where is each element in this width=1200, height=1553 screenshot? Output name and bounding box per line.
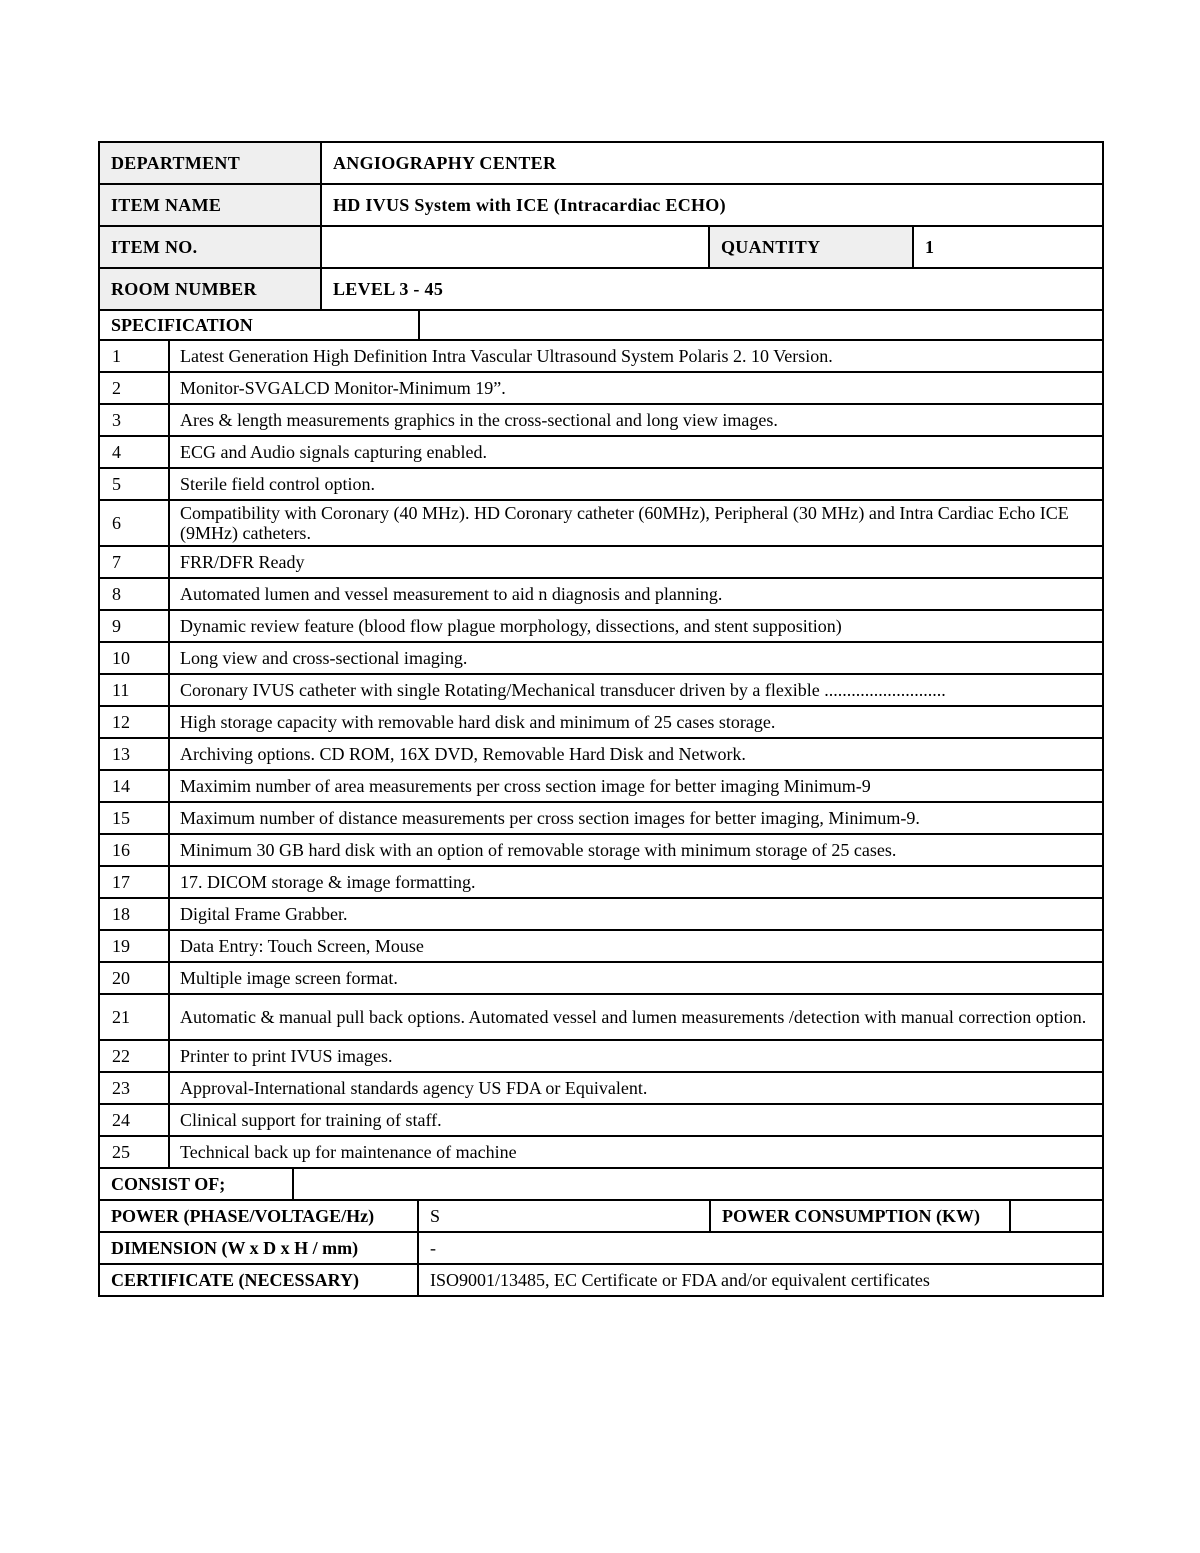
specification-heading-row (99, 310, 1103, 340)
spec-text: Data Entry: Touch Screen, Mouse (169, 930, 1103, 962)
department-label: DEPARTMENT (99, 142, 321, 184)
footer-table (98, 1167, 1104, 1297)
spec-row (99, 642, 1103, 674)
spec-row (99, 372, 1103, 404)
room-number-row (99, 268, 1103, 310)
spec-row (99, 340, 1103, 372)
spec-text: Digital Frame Grabber. (169, 898, 1103, 930)
spec-number: 19 (99, 930, 169, 962)
spec-row (99, 546, 1103, 578)
spec-number: 12 (99, 706, 169, 738)
spec-row (99, 898, 1103, 930)
spec-number: 6 (99, 500, 169, 546)
spec-number: 17 (99, 866, 169, 898)
header-table (98, 141, 1104, 311)
spec-row (99, 610, 1103, 642)
dimension-row (99, 1232, 1103, 1264)
spec-number: 7 (99, 546, 169, 578)
certificate-value: ISO9001/13485, EC Certificate or FDA and/or equivalent certificates (418, 1264, 1103, 1296)
spec-number: 16 (99, 834, 169, 866)
spec-text: Monitor-SVGALCD Monitor-Minimum 19”. (169, 372, 1103, 404)
spec-text: Archiving options. CD ROM, 16X DVD, Removable Hard Disk and Network. (169, 738, 1103, 770)
spec-number: 4 (99, 436, 169, 468)
spec-text: ECG and Audio signals capturing enabled. (169, 436, 1103, 468)
spec-text: Technical back up for maintenance of machine (169, 1136, 1103, 1168)
spec-text: Multiple image screen format. (169, 962, 1103, 994)
spec-row (99, 866, 1103, 898)
room-number-value: LEVEL 3 - 45 (321, 268, 1103, 310)
room-number-label: ROOM NUMBER (99, 268, 321, 310)
spec-row (99, 738, 1103, 770)
power-consumption-value (1010, 1200, 1103, 1232)
spec-number: 10 (99, 642, 169, 674)
power-consumption-label: POWER CONSUMPTION (KW) (710, 1200, 1010, 1232)
spec-text: Approval-International standards agency US FDA or Equivalent. (169, 1072, 1103, 1104)
spec-number: 21 (99, 994, 169, 1040)
spec-text: Ares & length measurements graphics in the cross-sectional and long view images. (169, 404, 1103, 436)
spec-text: Automated lumen and vessel measurement to aid n diagnosis and planning. (169, 578, 1103, 610)
spec-number: 13 (99, 738, 169, 770)
spec-row (99, 834, 1103, 866)
item-no-row (99, 226, 1103, 268)
spec-text: High storage capacity with removable hard disk and minimum of 25 cases storage. (169, 706, 1103, 738)
spec-row (99, 1136, 1103, 1168)
spec-text: Coronary IVUS catheter with single Rotating/Mechanical transducer driven by a flexible ........................... (169, 674, 1103, 706)
quantity-value: 1 (913, 226, 1103, 268)
spec-number: 9 (99, 610, 169, 642)
spec-text: Dynamic review feature (blood flow plague morphology, dissections, and stent supposition) (169, 610, 1103, 642)
spec-text: Clinical support for training of staff. (169, 1104, 1103, 1136)
spec-number: 25 (99, 1136, 169, 1168)
dimension-label: DIMENSION (W x D x H / mm) (99, 1232, 418, 1264)
spec-text: Long view and cross-sectional imaging. (169, 642, 1103, 674)
consist-of-label: CONSIST OF; (99, 1168, 293, 1200)
spec-text: FRR/DFR Ready (169, 546, 1103, 578)
spec-text: Printer to print IVUS images. (169, 1040, 1103, 1072)
spec-row (99, 994, 1103, 1040)
spec-number: 20 (99, 962, 169, 994)
spec-text: Sterile field control option. (169, 468, 1103, 500)
spec-row (99, 500, 1103, 546)
spec-row (99, 468, 1103, 500)
spec-row (99, 578, 1103, 610)
specification-items (99, 340, 1103, 1168)
spec-text: Automatic & manual pull back options. Automated vessel and lumen measurements /detection with manual correction option. (169, 994, 1103, 1040)
consist-of-row (99, 1168, 1103, 1200)
quantity-label: QUANTITY (709, 226, 913, 268)
spec-number: 3 (99, 404, 169, 436)
spec-number: 23 (99, 1072, 169, 1104)
spec-number: 15 (99, 802, 169, 834)
spec-text: 17. DICOM storage & image formatting. (169, 866, 1103, 898)
spec-row (99, 706, 1103, 738)
spec-row (99, 404, 1103, 436)
spec-row (99, 962, 1103, 994)
spec-number: 24 (99, 1104, 169, 1136)
spec-number: 14 (99, 770, 169, 802)
certificate-label: CERTIFICATE (NECESSARY) (99, 1264, 418, 1296)
spec-number: 11 (99, 674, 169, 706)
department-row (99, 142, 1103, 184)
specification-table (98, 309, 1104, 1169)
spec-number: 18 (99, 898, 169, 930)
spec-row (99, 930, 1103, 962)
spec-text: Minimum 30 GB hard disk with an option of removable storage with minimum storage of 25 cases. (169, 834, 1103, 866)
spec-row (99, 436, 1103, 468)
spec-text: Compatibility with Coronary (40 MHz). HD Coronary catheter (60MHz), Peripheral (30 MHz) and Intra Cardiac Echo ICE (9MHz) catheters. (169, 500, 1103, 546)
spec-row (99, 1040, 1103, 1072)
item-name-row (99, 184, 1103, 226)
spec-number: 1 (99, 340, 169, 372)
specification-sheet (98, 141, 1102, 1297)
spec-row (99, 674, 1103, 706)
spec-text: Maximum number of distance measurements per cross section images for better imaging, Minimum-9. (169, 802, 1103, 834)
spec-row (99, 770, 1103, 802)
spec-number: 8 (99, 578, 169, 610)
certificate-row (99, 1264, 1103, 1296)
consist-of-value (293, 1168, 1103, 1200)
spec-row (99, 1072, 1103, 1104)
spec-text: Maximim number of area measurements per cross section image for better imaging Minimum-9 (169, 770, 1103, 802)
spec-row (99, 1104, 1103, 1136)
item-no-value (321, 226, 709, 268)
department-value: ANGIOGRAPHY CENTER (321, 142, 1103, 184)
power-value: S (418, 1200, 710, 1232)
dimension-value: - (418, 1232, 1103, 1264)
item-name-value: HD IVUS System with ICE (Intracardiac ECHO) (321, 184, 1103, 226)
item-no-label: ITEM NO. (99, 226, 321, 268)
specification-heading-blank (419, 310, 1103, 340)
power-row (99, 1200, 1103, 1232)
spec-number: 2 (99, 372, 169, 404)
spec-row (99, 802, 1103, 834)
spec-number: 5 (99, 468, 169, 500)
spec-number: 22 (99, 1040, 169, 1072)
power-label: POWER (PHASE/VOLTAGE/Hz) (99, 1200, 418, 1232)
item-name-label: ITEM NAME (99, 184, 321, 226)
specification-heading: SPECIFICATION (99, 310, 419, 340)
spec-text: Latest Generation High Definition Intra Vascular Ultrasound System Polaris 2. 10 Version. (169, 340, 1103, 372)
